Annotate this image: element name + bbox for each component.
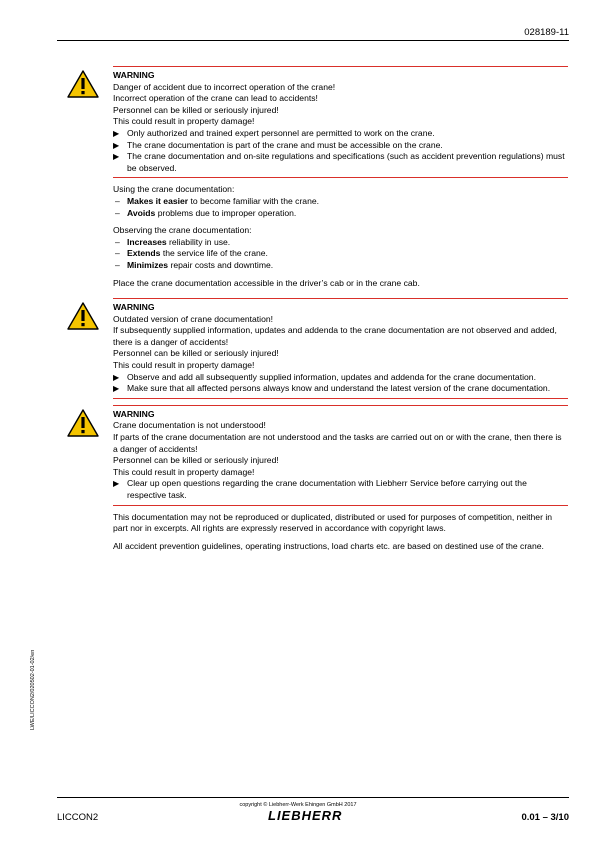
observing-intro: Observing the crane documentation: xyxy=(113,225,252,236)
list-item: – Avoids problems due to improper operation. xyxy=(115,207,297,218)
list-item: – Extends the service life of the crane. xyxy=(115,248,268,259)
liebherr-logo: LIEBHERR xyxy=(268,808,343,823)
list-item: – Makes it easier to become familiar with the crane. xyxy=(115,195,320,206)
side-document-code: LWE/LICCON2/020502-01-02/en xyxy=(30,649,36,730)
warning-box-3 xyxy=(113,405,568,506)
warning-line: Personnel can be killed or seriously injured! xyxy=(113,348,279,359)
document-number: 028189-11 xyxy=(524,27,569,38)
warning-triangle-icon xyxy=(67,70,99,98)
triangle-right-icon: ▶ xyxy=(113,372,120,382)
triangle-right-icon: ▶ xyxy=(113,384,120,394)
page-number: 0.01 – 3/10 xyxy=(521,812,569,823)
warning-box-2 xyxy=(113,298,568,399)
warning-line: If subsequently supplied information, updates and addenda to the crane documentation are not observed and added, there is a danger of accidents! xyxy=(113,325,557,347)
warning-line: Crane documentation is not understood! xyxy=(113,420,266,431)
list-item: – Minimizes repair costs and downtime. xyxy=(115,259,274,270)
warning-line: If parts of the crane documentation are not understood and the tasks are carried out on or with the crane, then there is a danger of accidents! xyxy=(113,432,562,454)
warning-bullet: ▶ The crane documentation and on-site regulations and specifications (such as accident prevention regulations) must be observed. xyxy=(113,151,565,173)
warning-triangle-icon xyxy=(67,409,99,437)
observing-section xyxy=(113,225,568,271)
header-rule xyxy=(57,40,569,41)
warning-bullet: ▶ Observe and add all subsequently supplied information, updates and addenda for the crane documentation. xyxy=(113,371,536,382)
warning-title: WARNING xyxy=(113,302,155,313)
accident-note: All accident prevention guidelines, operating instructions, load charts etc. are based on destined use of the crane. xyxy=(113,540,544,551)
footer-product: LICCON2 xyxy=(57,812,99,823)
warning-line: Personnel can be killed or seriously injured! xyxy=(113,104,279,115)
using-section xyxy=(113,184,568,219)
list-item: – Increases reliability in use. xyxy=(115,236,231,247)
warning-line: Personnel can be killed or seriously injured! xyxy=(113,455,279,466)
warning-title: WARNING xyxy=(113,70,155,80)
warning-bullet: ▶ The crane documentation is part of the crane and must be accessible on the crane. xyxy=(113,139,443,150)
warning-line: Danger of accident due to incorrect operation of the crane! xyxy=(113,81,336,92)
warning-triangle-icon xyxy=(67,302,99,330)
footer-rule xyxy=(57,797,569,798)
warning-line: Incorrect operation of the crane can lead to accidents! xyxy=(113,93,318,104)
page-content xyxy=(113,66,568,558)
warning-box-1 xyxy=(113,66,568,178)
triangle-right-icon: ▶ xyxy=(113,140,120,150)
using-intro: Using the crane documentation: xyxy=(113,184,235,195)
warning-bullet: ▶ Make sure that all affected persons always know and understand the latest version of the crane documentation. xyxy=(113,383,551,394)
warning-line: Outdated version of crane documentation! xyxy=(113,313,274,324)
warning-title: WARNING xyxy=(113,408,155,419)
warning-line: This could result in property damage! xyxy=(113,360,255,371)
triangle-right-icon: ▶ xyxy=(113,479,120,489)
triangle-right-icon: ▶ xyxy=(113,128,120,138)
place-note: Place the crane documentation accessible in the driver’s cab or in the crane cab. xyxy=(113,277,420,288)
copyright-note: This documentation may not be reproduced or duplicated, distributed or used for purposes of competition, neither in part nor in excerpts. All rights are expressly reserved in accordance with copyright laws. xyxy=(113,511,553,534)
warning-line: This could result in property damage! xyxy=(113,116,255,127)
warning-bullet: ▶ Clear up open questions regarding the crane documentation with Liebherr Service before carrying out the respective task. xyxy=(113,478,527,500)
footer-copyright: copyright © Liebherr-Werk Ehingen GmbH 2017 xyxy=(239,802,357,808)
triangle-right-icon: ▶ xyxy=(113,152,120,162)
warning-line: This could result in property damage! xyxy=(113,466,255,477)
warning-bullet: ▶ Only authorized and trained expert personnel are permitted to work on the crane. xyxy=(113,127,435,138)
